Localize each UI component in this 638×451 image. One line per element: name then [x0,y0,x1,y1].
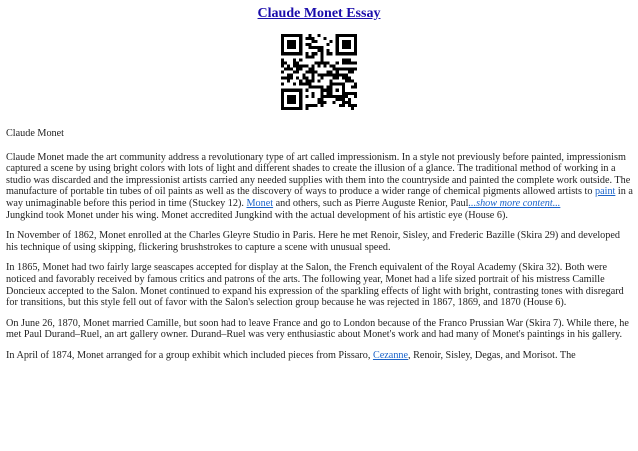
monet-link[interactable]: Monet [246,197,274,209]
paint-link[interactable]: paint [595,186,616,198]
paragraph-2: In November of 1862, Monet enrolled at the Charles Gleyre Studio in Paris. Here he met Renoir, Sisley, and Frederic Bazille (Skira 29) and developed his technique of using skipping, flickering brushstrokes to capture a scene with unusual speed. [6,230,620,253]
paragraph-1-text-a: Claude Monet made the art community address a revolutionary type of art called impressionism. In a style not previously before painted, impressionism captured a scene by using bright colors with lots of light and different shades to create the illusion of a glance. The traditional method of working in a studio was discarded and the impressionist artists carried any needed supplies with them into the countryside and painted the complete work outside. The manufacture of portable tin tubes of oil paints as well as the discovery of ways to produce a wider range of chemical pigments allowed artists to [6,151,631,198]
qr-code [281,34,357,110]
paragraph-1-text-d: Jungkind took Monet under his wing. Monet accredited Jungkind with the actual development of his artistic eye (House 6). [6,209,508,221]
paragraph-5 [6,350,634,362]
paragraph-1 [6,152,634,222]
paragraph-4: On June 26, 1870, Monet married Camille, but soon had to leave France and go to London because of the Franco Prussian War (Skira 7). While there, he met Paul Durand–Ruel, an art gallery owner. Durand–Ruel was very enthusiastic about Monet's work and had many of Monet's paintings in his gallery. [6,317,629,341]
essay-heading: Claude Monet [6,128,65,139]
paragraph-5-text-a: In April of 1874, Monet arranged for a group exhibit which included pieces from Pissaro, [6,349,373,361]
paragraph-1-text-c: and others, such as Pierre Auguste Renior, Paul [273,197,469,209]
paragraph-5-text-b: , Renoir, Sisley, Degas, and Morisot. The [408,349,576,361]
essay-title[interactable]: Claude Monet Essay [257,6,381,21]
cezanne-link[interactable]: Cezanne [372,349,409,361]
essay-body [6,128,634,371]
qr-code-graphic [281,34,357,110]
show-more-link[interactable]: ...show more content... [468,197,561,209]
paragraph-3: In 1865, Monet had two fairly large seascapes accepted for display at the Salon, the French equivalent of the Royal Academy (Skira 32). Both were noticed and favorably received by famous critics and patrons of the arts. The following year, Monet had a life sized portrait of his mistress Camille Doncieux accepted to the Salon. Monet continued to expand his expression of the sparkling effects of light with bright, contrasting tones with disregard for transitions, but this style fell out of favor with the Salon's selection group because he was rejected in 1867, 1869, and 1870 (House 6). [6,262,624,309]
paragraph-1-text-b: in a way unimaginable before this period in time (Stuckey 12). [6,186,633,209]
